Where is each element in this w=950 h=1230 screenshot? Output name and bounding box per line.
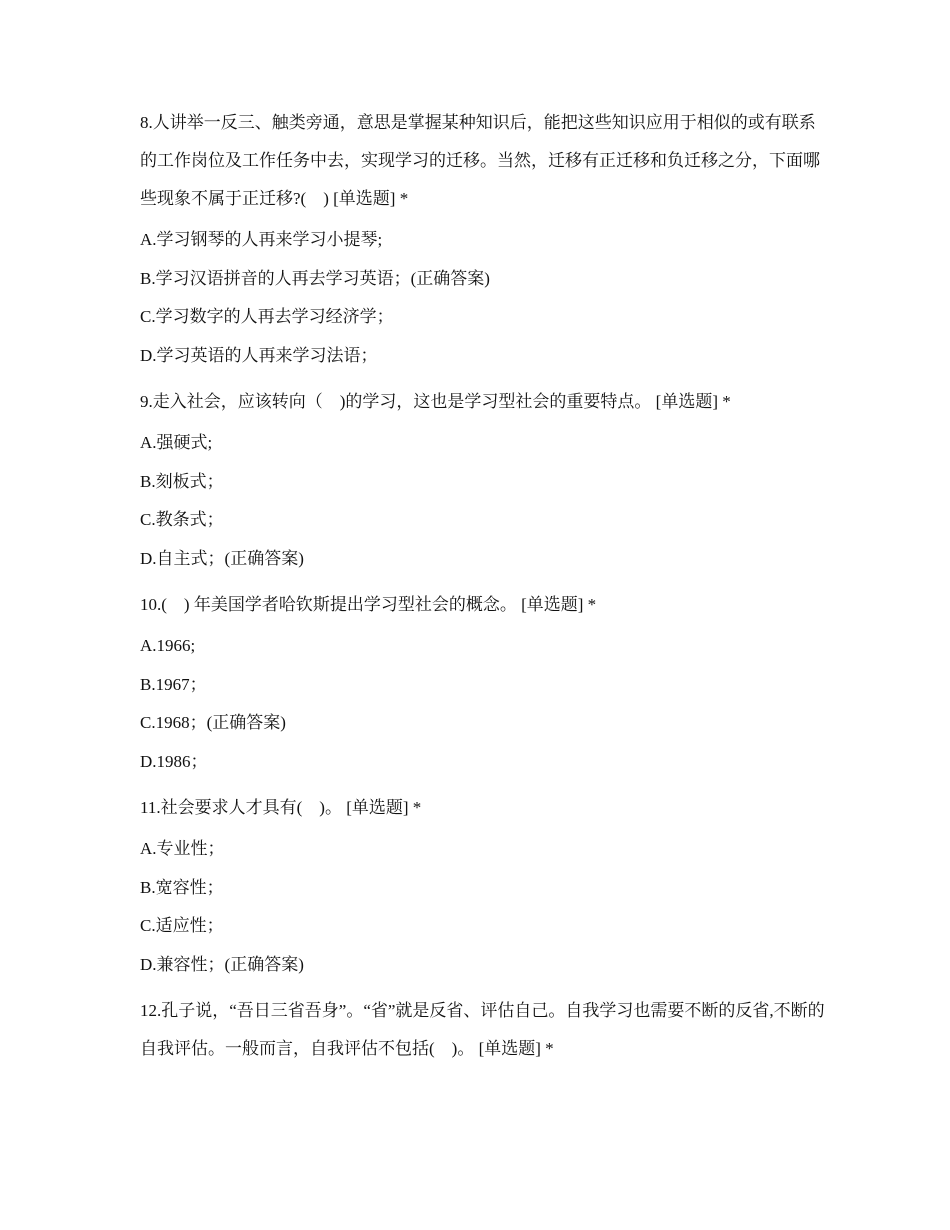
question-9 (140, 383, 830, 578)
option-c: C.教条式； (140, 510, 224, 529)
option-a: A.专业性； (140, 839, 225, 858)
question-11 (140, 789, 830, 984)
question-stem: 9.走入社会，应该转向（ )的学习，这也是学习型社会的重要特点。 [单选题] * (140, 392, 731, 411)
option-a: A.学习钢琴的人再来学习小提琴; (140, 230, 383, 249)
question-stem: 8.人讲举一反三、触类旁通，意思是掌握某种知识后，能把这些知识应用于相似的或有联系的工作岗位及工作任务中去，实现学习的迁移。当然，迁移有正迁移和负迁移之分，下面哪些现象不属于正迁移?( ) [单选题] * (140, 113, 820, 208)
question-8 (140, 104, 830, 375)
option-b: B.1967； (140, 674, 207, 694)
option-c: C.学习数字的人再去学习经济学； (140, 307, 394, 326)
question-stem: 10.( ) 年美国学者哈钦斯提出学习型社会的概念。 [单选题] * (140, 595, 597, 614)
option-d: D.学习英语的人再来学习法语； (140, 345, 378, 365)
option-a: A.1966; (140, 636, 196, 655)
option-d: D.兼容性；(正确答案) (140, 954, 304, 974)
option-b: B.宽容性； (140, 877, 224, 897)
question-12 (140, 992, 830, 1068)
option-b: B.学习汉语拼音的人再去学习英语；(正确答案) (140, 268, 490, 288)
document-page (140, 104, 830, 1076)
option-d: D.1986； (140, 751, 208, 771)
option-c: C.1968；(正确答案) (140, 713, 286, 732)
option-d: D.自主式；(正确答案) (140, 548, 304, 568)
question-stem: 11.社会要求人才具有( )。 [单选题] * (140, 798, 422, 817)
question-stem: 12.孔子说，“吾日三省吾身”。“省”就是反省、评估自己。自我学习也需要不断的反省,不断的自我评估。一般而言，自我评估不包括( )。 [单选题] * (140, 1001, 825, 1058)
question-10 (140, 586, 830, 781)
option-b: B.刻板式； (140, 471, 224, 491)
option-a: A.强硬式; (140, 433, 213, 452)
option-c: C.适应性； (140, 916, 224, 935)
